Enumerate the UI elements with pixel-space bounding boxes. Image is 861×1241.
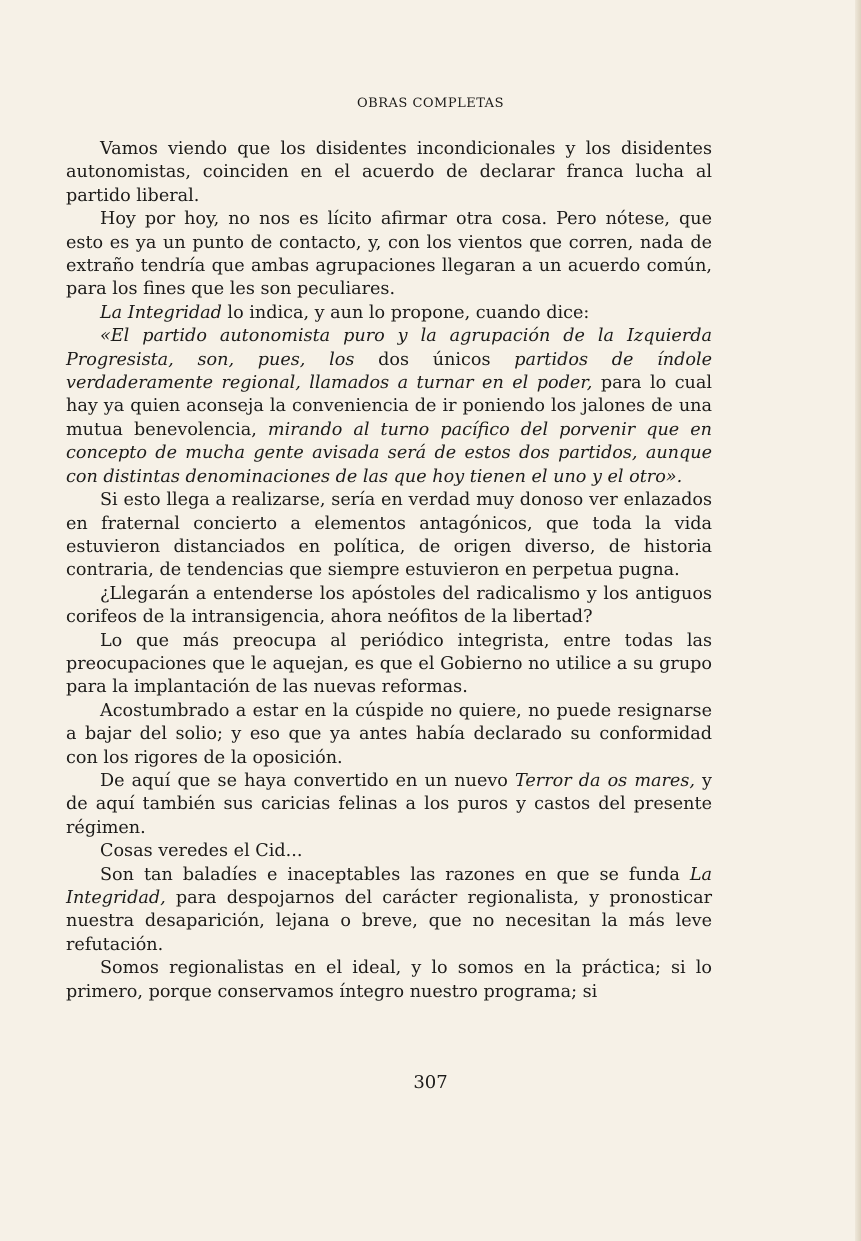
paragraph (66, 864, 712, 958)
text-run: Hoy por hoy, no nos es lícito afirmar otra cosa. Pero nótese, que esto es ya un punto de contacto, y, con los vientos que corren, nada de extraño tendría que ambas agrupaciones llegaran a un acuerdo común, para los fines que les son peculiares. (66, 209, 712, 300)
italic-run: mirando al turno pacífico del porvenir que en concepto de mucha gente avisada será de estos dos partidos, aunque con distintas denominaciones de las que hoy tienen el uno y el otro». (66, 419, 712, 487)
body-text (66, 138, 712, 1004)
text-run: dos únicos (378, 349, 515, 370)
page-number: 307 (413, 1072, 448, 1093)
italic-run: La Integridad, (66, 864, 712, 908)
text-run: ¿Llegarán a entenderse los apóstoles del radicalismo y los antiguos corifeos de la intransigencia, ahora neófitos de la libertad? (66, 583, 712, 628)
running-title: OBRAS COMPLETAS (357, 96, 504, 111)
text-run: De aquí que se haya convertido en un nuevo (100, 770, 516, 791)
text-run: para lo cual hay ya quien aconseja la conveniencia de ir poniendo los jalones de una mutua benevolencia, (66, 373, 712, 440)
text-run: lo indica, y aun lo propone, cuando dice: (221, 302, 590, 323)
italic-run: partidos de índole verdaderamente regional, llamados a turnar en el poder, (66, 349, 712, 394)
paragraph (66, 489, 712, 583)
text-run: para despojarnos del carácter regionalista, y pronosticar nuestra desaparición, lejana o breve, que no necesitan la más leve refutación. (66, 888, 712, 955)
italic-run: La Integridad (100, 302, 222, 323)
text-run: Vamos viendo que los disidentes incondicionales y los disidentes autonomistas, coinciden en el acuerdo de declarar franca lucha al partido liberal. (66, 139, 712, 206)
paragraph (66, 325, 712, 489)
text-run: Si esto llega a realizarse, sería en verdad muy donoso ver enlazados en fraternal concierto a elementos antagónicos, que toda la vida estuvieron distanciados en política, de origen diverso, de historia contraria, de tendencias que siempre estuvieron en perpetua pugna. (66, 490, 712, 581)
text-run: Cosas veredes el Cid... (100, 841, 303, 862)
text-run: Somos regionalistas en el ideal, y lo somos en la práctica; si lo primero, porque conservamos íntegro nuestro programa; si (66, 958, 712, 1002)
paragraph (66, 208, 712, 302)
text-run: Son tan baladíes e inaceptables las razones en que se funda (100, 864, 690, 885)
text-run: Acostumbrado a estar en la cúspide no quiere, no puede resignarse a bajar del solio; y eso que ya antes había declarado su conformidad con los rigores de la oposición. (66, 700, 712, 768)
paragraph (66, 957, 712, 1004)
italic-run: «El partido autonomista puro y la agrupación de la Izquierda Progresista, son, pues, los (66, 326, 712, 370)
paragraph (66, 138, 712, 208)
text-run: Lo que más preocupa al periódico integrista, entre todas las preocupaciones que le aquejan, es que el Gobierno no utilice a su grupo para la implantación de las nuevas reformas. (66, 630, 712, 698)
paragraph (66, 770, 712, 840)
page-edge (855, 0, 861, 1241)
paragraph (66, 840, 712, 863)
italic-run: Terror da os mares, (515, 770, 695, 791)
paragraph (66, 302, 712, 325)
paragraph (66, 700, 712, 770)
paragraph (66, 583, 712, 630)
paragraph (66, 630, 712, 700)
text-run: y de aquí también sus caricias felinas a los puros y castos del presente régimen. (66, 770, 712, 838)
